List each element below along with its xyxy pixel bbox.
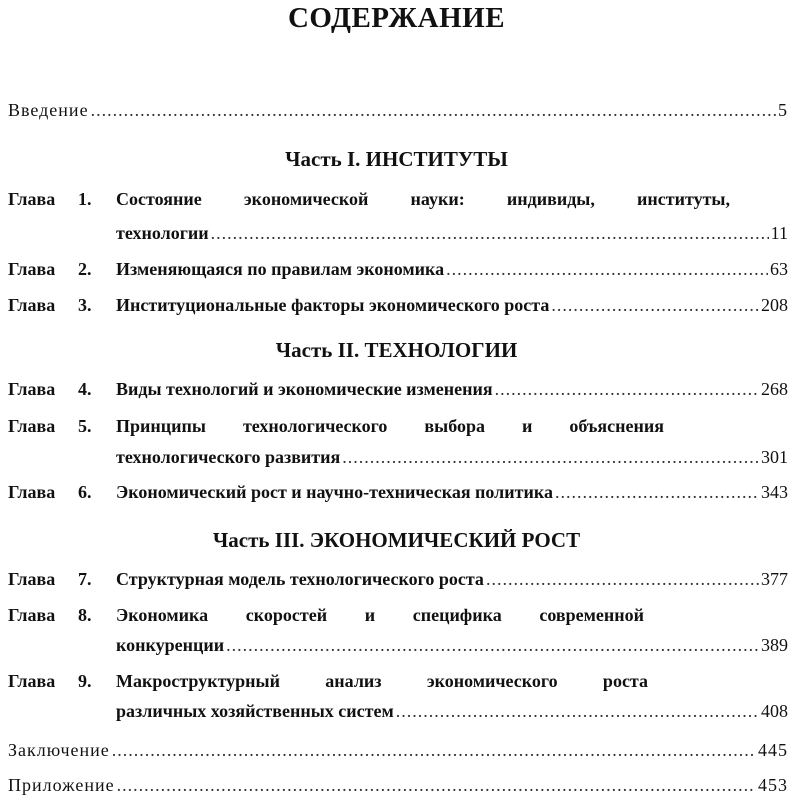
toc-entry-appendix[interactable] <box>8 772 788 798</box>
chapter-title-line2: технологического развития <box>116 447 341 467</box>
chapter-title: Изменяющаяся по правилам экономика <box>116 259 445 279</box>
chapter-number: 9. <box>78 671 92 691</box>
toc-page-number: 268 <box>761 379 788 399</box>
chapter-title: Институциональные факторы экономического роста <box>116 295 550 315</box>
chapter-title-line1: Принципы технологического выбора и объяснения <box>116 416 664 436</box>
leader-dots <box>117 772 756 798</box>
chapter-label: Глава <box>8 605 56 625</box>
toc-page-number: 63 <box>770 259 788 279</box>
chapter-label: Глава <box>8 569 56 589</box>
toc-page-number: 389 <box>761 635 788 655</box>
leader-dots <box>396 698 759 724</box>
leader-dots <box>495 376 759 402</box>
page-title: СОДЕРЖАНИЕ <box>287 2 506 34</box>
chapter-title-line1: Состояние экономической науки: индивиды, институты, <box>116 189 730 209</box>
chapter-title: Экономический рост и научно-техническая политика <box>116 482 553 502</box>
toc-entry-chapter-3[interactable] <box>8 292 788 318</box>
chapter-label: Глава <box>8 295 56 315</box>
leader-dots <box>551 292 759 318</box>
toc-entry-chapter-2[interactable] <box>8 256 788 282</box>
chapter-label: Глава <box>8 379 56 399</box>
part-heading-1: Часть I. ИНСТИТУТЫ <box>285 147 508 171</box>
toc-page-number: 301 <box>761 447 788 467</box>
toc-entry-chapter-7[interactable] <box>8 566 788 592</box>
leader-dots <box>446 256 768 282</box>
chapter-title-line2: технологии <box>116 223 209 243</box>
chapter-title: Виды технологий и экономические изменения <box>116 379 493 399</box>
toc-page-number: 208 <box>761 295 788 315</box>
leader-dots <box>226 632 759 658</box>
leader-dots <box>91 97 776 123</box>
toc-entry-chapter-1[interactable] <box>8 186 788 212</box>
toc-page-number: 377 <box>761 569 788 589</box>
toc-entry-chapter-6[interactable] <box>8 479 788 505</box>
toc-entry-chapter-8[interactable] <box>8 602 788 628</box>
chapter-label: Глава <box>8 671 56 691</box>
toc-entry-conclusion[interactable] <box>8 737 788 763</box>
toc-entry-label: Приложение <box>8 775 115 795</box>
chapter-number: 7. <box>78 569 92 589</box>
toc-entry-chapter-4[interactable] <box>8 376 788 402</box>
chapter-label: Глава <box>8 259 56 279</box>
toc-entry-chapter-8-cont[interactable] <box>116 632 788 658</box>
part-heading-3: Часть III. ЭКОНОМИЧЕСКИЙ РОСТ <box>212 528 581 552</box>
toc-entry-label: Введение <box>8 100 89 120</box>
chapter-number: 1. <box>78 189 92 209</box>
toc-entry-label: Заключение <box>8 740 110 760</box>
chapter-number: 8. <box>78 605 92 625</box>
toc-page-number: 5 <box>778 100 788 120</box>
leader-dots <box>555 479 759 505</box>
chapter-label: Глава <box>8 416 56 436</box>
chapter-title: Структурная модель технологического роста <box>116 569 484 589</box>
leader-dots <box>112 737 756 763</box>
toc-page-number: 408 <box>761 701 788 721</box>
chapter-title-line2: конкуренции <box>116 635 225 655</box>
leader-dots <box>211 220 769 246</box>
chapter-title-line1: Макроструктурный анализ экономического роста <box>116 671 648 691</box>
leader-dots <box>342 444 759 470</box>
chapter-number: 2. <box>78 259 92 279</box>
chapter-title-line1: Экономика скоростей и специфика современной <box>116 605 644 625</box>
toc-page-number: 453 <box>758 775 788 795</box>
chapter-number: 3. <box>78 295 92 315</box>
toc-entry-chapter-9-cont[interactable] <box>116 698 788 724</box>
toc-entry-chapter-5[interactable] <box>8 413 788 439</box>
toc-page-number: 11 <box>770 223 788 243</box>
part-heading-2: Часть II. ТЕХНОЛОГИИ <box>275 338 518 362</box>
toc-page-number: 343 <box>761 482 788 502</box>
leader-dots <box>486 566 759 592</box>
chapter-number: 6. <box>78 482 92 502</box>
toc-entry-intro[interactable] <box>8 97 788 123</box>
toc-entry-chapter-1-cont[interactable] <box>116 220 788 246</box>
chapter-number: 4. <box>78 379 92 399</box>
chapter-label: Глава <box>8 482 56 502</box>
chapter-label: Глава <box>8 189 56 209</box>
toc-entry-chapter-9[interactable] <box>8 668 788 694</box>
chapter-number: 5. <box>78 416 92 436</box>
toc-page-number: 445 <box>758 740 788 760</box>
toc-entry-chapter-5-cont[interactable] <box>116 444 788 470</box>
chapter-title-line2: различных хозяйственных систем <box>116 701 394 721</box>
